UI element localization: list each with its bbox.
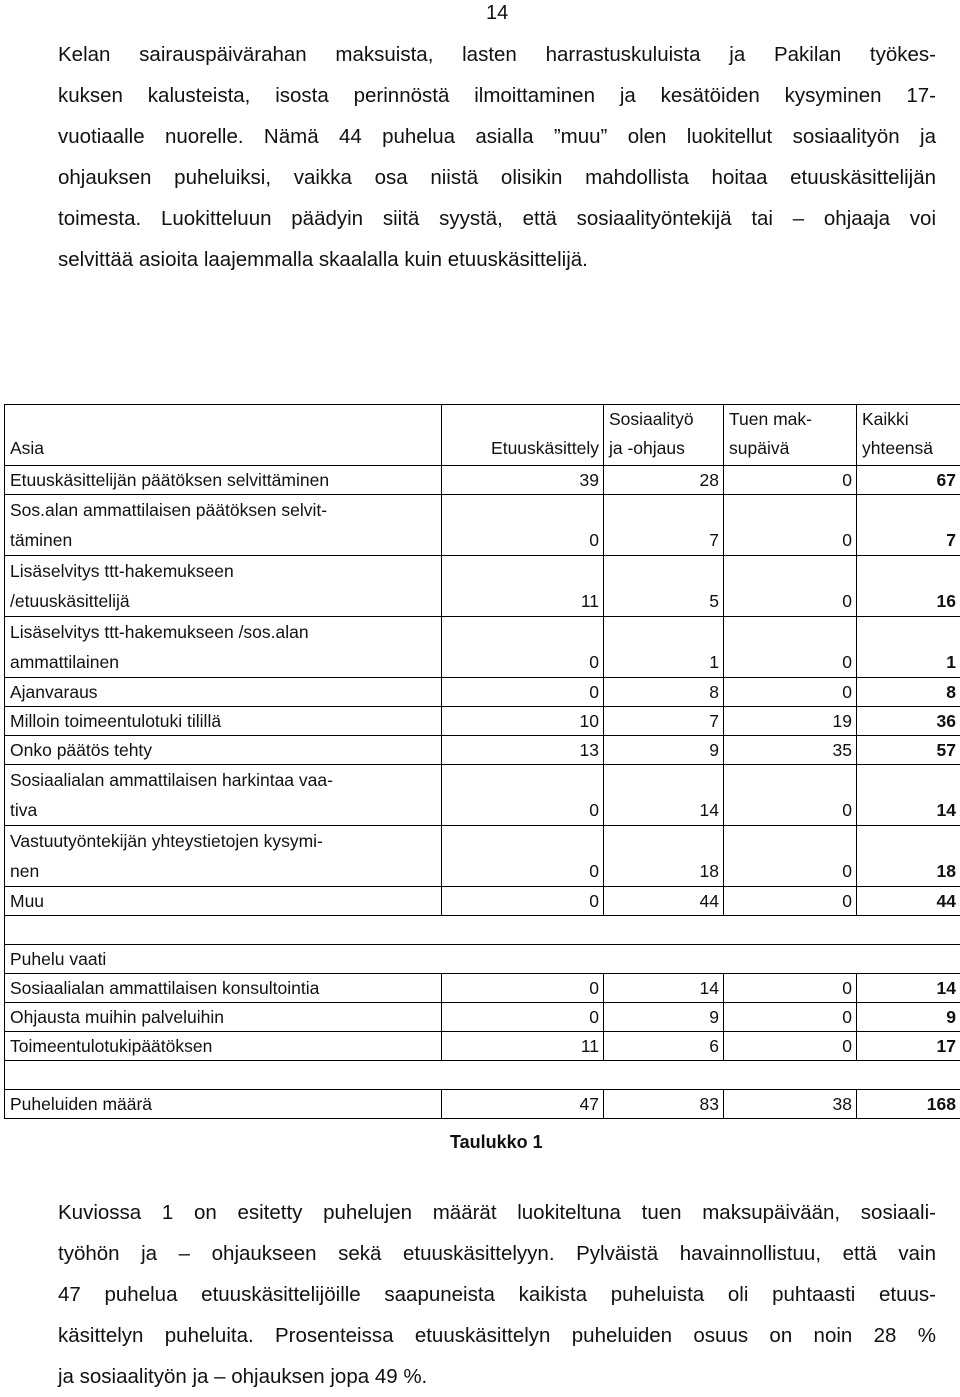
row-value-cell: 44 [604, 887, 724, 916]
paragraph-line: Kelan sairauspäivärahan maksuista, lasten harrastuskuluista ja Pakilan työkes- [58, 34, 936, 75]
row-value-cell: 0 [724, 495, 857, 556]
row-value-cell: 7 [604, 495, 724, 556]
row-value-cell: 0 [442, 974, 604, 1003]
row-total-cell: 44 [857, 887, 960, 916]
row-value-cell: 9 [604, 1003, 724, 1032]
row-total-cell: 57 [857, 736, 960, 765]
paragraph-line: 47 puhelua etuuskäsittelijöille saapuneista kaikista puheluista oli puhtaasti etuus- [58, 1274, 936, 1315]
row-label: Onko päätös tehty [5, 736, 442, 765]
header-sosiaalityo: Sosiaalityö ja -ohjaus [604, 405, 724, 466]
row-value-cell: 0 [724, 765, 857, 826]
row-total-cell: 7 [857, 495, 960, 556]
row-value-cell: 7 [604, 707, 724, 736]
row-value-cell: 0 [724, 1032, 857, 1061]
paragraph-line: ja sosiaalityön ja – ohjauksen jopa 49 %. [58, 1356, 936, 1397]
table-row [5, 707, 960, 736]
row-value-cell: 8 [604, 678, 724, 707]
row-value-cell: 0 [724, 1003, 857, 1032]
row-label: Ohjausta muihin palveluihin [5, 1003, 442, 1032]
paragraph-bottom [58, 1192, 936, 1397]
section-row [5, 945, 960, 974]
row-value-cell: 47 [442, 1090, 604, 1119]
paragraph-line: vuotiaalle nuorelle. Nämä 44 puhelua asialla ”muu” olen luokitellut sosiaalityön ja [58, 116, 936, 157]
table-row [5, 678, 960, 707]
row-value-cell: 0 [724, 678, 857, 707]
total-row [5, 1090, 960, 1119]
table-row [5, 765, 960, 826]
row-total-cell: 14 [857, 765, 960, 826]
paragraph-line: työhön ja – ohjaukseen sekä etuuskäsittelyyn. Pylväistä havainnollistuu, että vain [58, 1233, 936, 1274]
paragraph-line: käsittelyn puheluita. Prosenteissa etuuskäsittelyn puheluiden osuus on noin 28 % [58, 1315, 936, 1356]
row-value-cell: 9 [604, 736, 724, 765]
row-value-cell: 0 [442, 1003, 604, 1032]
table-row [5, 1003, 960, 1032]
table-header-row [5, 405, 960, 466]
row-total-cell: 8 [857, 678, 960, 707]
row-value-cell: 14 [604, 765, 724, 826]
table-row [5, 974, 960, 1003]
paragraph-top [58, 34, 936, 280]
row-value-cell: 10 [442, 707, 604, 736]
row-label: Milloin toimeentulotuki tilillä [5, 707, 442, 736]
table-caption: Taulukko 1 [450, 1132, 543, 1153]
blank-cell [5, 1061, 960, 1090]
row-value-cell: 13 [442, 736, 604, 765]
row-label: Etuuskäsittelijän päätöksen selvittäminen [5, 466, 442, 495]
row-value-cell: 0 [442, 678, 604, 707]
table-body [5, 466, 960, 1119]
blank-row [5, 916, 960, 945]
header-tuen-maksupaiva: Tuen mak- supäivä [724, 405, 857, 466]
row-label: Toimeentulotukipäätöksen [5, 1032, 442, 1061]
row-value-cell: 0 [442, 887, 604, 916]
row-label: Sosiaalialan ammattilaisen konsultointia [5, 974, 442, 1003]
row-value-cell: 0 [724, 974, 857, 1003]
table-row [5, 495, 960, 556]
section-label: Puhelu vaati [5, 945, 960, 974]
row-label: Ajanvaraus [5, 678, 442, 707]
paragraph-line: ohjauksen puheluiksi, vaikka osa niistä olisikin mahdollista hoitaa etuuskäsittelijän [58, 157, 936, 198]
row-value-cell: 0 [724, 556, 857, 617]
row-label: Lisäselvitys ttt-hakemukseen /etuuskäsittelijä [5, 556, 442, 617]
row-total-cell: 18 [857, 826, 960, 887]
row-value-cell: 0 [442, 617, 604, 678]
page-number: 14 [486, 2, 508, 25]
row-value-cell: 0 [724, 466, 857, 495]
row-value-cell: 0 [442, 826, 604, 887]
table-row [5, 736, 960, 765]
row-value-cell: 0 [724, 826, 857, 887]
row-value-cell: 18 [604, 826, 724, 887]
row-label: Lisäselvitys ttt-hakemukseen /sos.alan ammattilainen [5, 617, 442, 678]
header-etuuskasittely: Etuuskäsittely [442, 405, 604, 466]
row-value-cell: 14 [604, 974, 724, 1003]
paragraph-line: kuksen kalusteista, isosta perinnöstä ilmoittaminen ja kesätöiden kysyminen 17- [58, 75, 936, 116]
blank-row [5, 1061, 960, 1090]
row-value-cell: 1 [604, 617, 724, 678]
row-value-cell: 0 [724, 617, 857, 678]
paragraph-line: Kuviossa 1 on esitetty puhelujen määrät luokiteltuna tuen maksupäivään, sosiaali- [58, 1192, 936, 1233]
row-total-cell: 14 [857, 974, 960, 1003]
row-total-cell: 17 [857, 1032, 960, 1061]
header-kaikki-yhteensa: Kaikki yhteensä [857, 405, 960, 466]
table-row [5, 887, 960, 916]
table-row [5, 466, 960, 495]
row-label: Vastuutyöntekijän yhteystietojen kysymi- nen [5, 826, 442, 887]
row-value-cell: 0 [442, 495, 604, 556]
row-label: Sos.alan ammattilaisen päätöksen selvit- täminen [5, 495, 442, 556]
row-value-cell: 11 [442, 1032, 604, 1061]
row-value-cell: 19 [724, 707, 857, 736]
header-asia: Asia [5, 405, 442, 466]
table-row [5, 1032, 960, 1061]
row-total-cell: 1 [857, 617, 960, 678]
paragraph-line: selvittää asioita laajemmalla skaalalla kuin etuuskäsittelijä. [58, 239, 936, 280]
row-value-cell: 35 [724, 736, 857, 765]
row-label: Muu [5, 887, 442, 916]
paragraph-line: toimesta. Luokitteluun päädyin siitä syystä, että sosiaalityöntekijä tai – ohjaaja voi [58, 198, 936, 239]
row-total-cell: 36 [857, 707, 960, 736]
row-value-cell: 5 [604, 556, 724, 617]
row-value-cell: 28 [604, 466, 724, 495]
row-value-cell: 11 [442, 556, 604, 617]
row-value-cell: 6 [604, 1032, 724, 1061]
table-row [5, 826, 960, 887]
row-label: Sosiaalialan ammattilaisen harkintaa vaa- tiva [5, 765, 442, 826]
row-value-cell: 38 [724, 1090, 857, 1119]
row-label: Puheluiden määrä [5, 1090, 442, 1119]
row-total-cell: 67 [857, 466, 960, 495]
row-total-cell: 9 [857, 1003, 960, 1032]
table-row [5, 556, 960, 617]
row-value-cell: 0 [442, 765, 604, 826]
row-total-cell: 168 [857, 1090, 960, 1119]
table-row [5, 617, 960, 678]
calls-table [4, 404, 960, 1119]
row-value-cell: 39 [442, 466, 604, 495]
row-value-cell: 83 [604, 1090, 724, 1119]
row-total-cell: 16 [857, 556, 960, 617]
row-value-cell: 0 [724, 887, 857, 916]
blank-cell [5, 916, 960, 945]
